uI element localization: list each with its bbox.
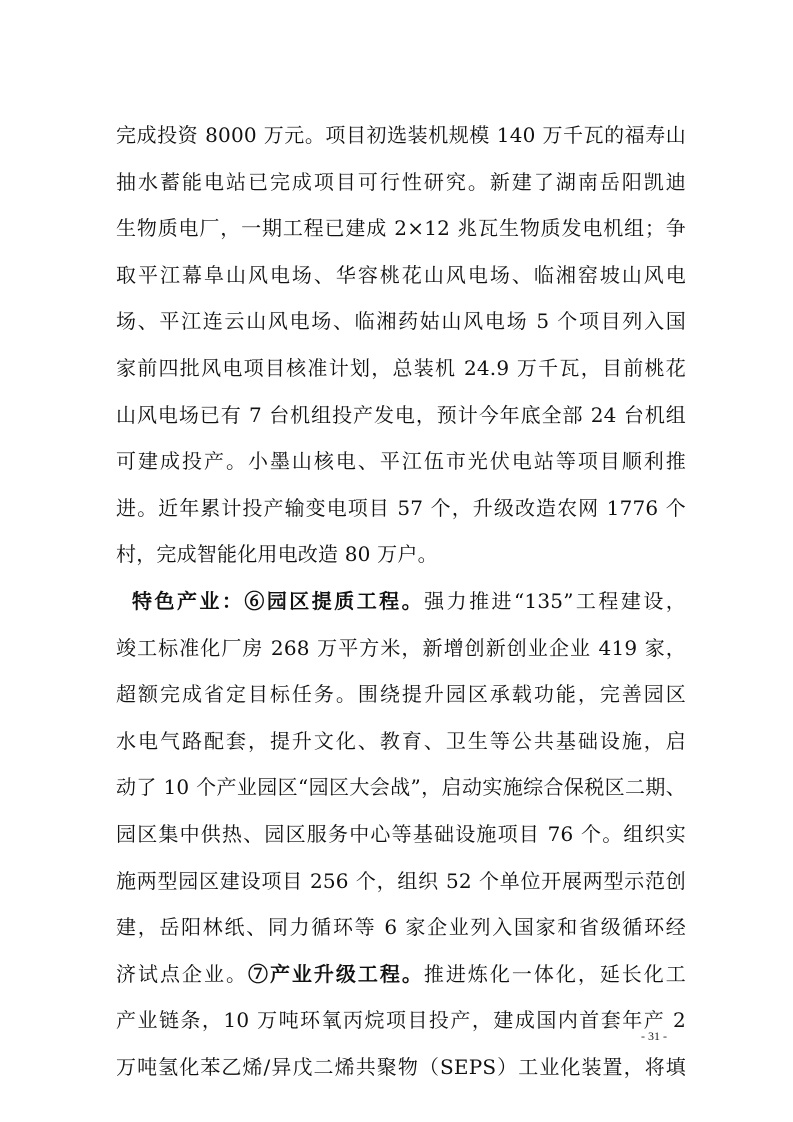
text-line: 园区集中供热、园区服务中心等基础设施项目 76 个。组织实 [116,821,686,846]
text-line: 进。近年累计投产输变电项目 57 个，升级改造农网 1776 个 [116,495,686,520]
paragraph-heading-line [116,578,686,625]
text-run: 强力推进“135”工程建设， [424,588,686,613]
text-line: 完成投资 8000 万元。项目初选装机规模 140 万千瓦的福寿山 [116,123,686,147]
section-heading: 特色产业：⑥园区提质工程。 [132,588,425,613]
text-line: 村，完成智能化用电改造 80 万户。 [116,542,438,567]
text-line: 产业链条，10 万吨环氧丙烷项目投产，建成国内首套年产 2 [116,1008,686,1033]
text-line: 家前四批风电项目核准计划，总装机 24.9 万千瓦，目前桃花 [116,355,686,380]
text-run: 济试点企业。 [116,961,248,986]
text-run: 推进炼化一体化，延长化工 [423,961,686,986]
text-line: 施两型园区建设项目 256 个，组织 52 个单位开展两型示范创 [116,868,686,893]
text-line: 场、平江连云山风电场、临湘药姑山风电场 5 个项目列入国 [116,309,686,334]
section-heading: ⑦产业升级工程。 [247,961,424,986]
text-line: 动了 10 个产业园区“园区大会战”，启动实施综合保税区二期、 [116,775,686,800]
text-line: 水电气路配套，提升文化、教育、卫生等公共基础设施，启 [116,728,686,753]
body-text [116,112,686,1090]
text-line: 建，岳阳林纸、同力循环等 6 家企业列入国家和省级循环经 [116,915,686,940]
page-number: - 31 - [641,1029,667,1043]
text-line: 抽水蓄能电站已完成项目可行性研究。新建了湖南岳阳凯迪 [116,169,686,194]
text-line: 万吨氢化苯乙烯/异戊二烯共聚物（SEPS）工业化装置，将填 [116,1054,686,1079]
text-line: 超额完成省定目标任务。围绕提升园区承载功能，完善园区 [116,682,686,707]
text-line-with-heading [116,951,686,998]
text-line: 山风电场已有 7 台机组投产发电，预计今年底全部 24 台机组 [116,402,686,427]
text-line: 取平江幕阜山风电场、华容桃花山风电场、临湘窑坡山风电 [116,262,686,287]
text-line: 生物质电厂，一期工程已建成 2×12 兆瓦生物质发电机组；争 [116,216,686,241]
text-line: 竣工标准化厂房 268 万平方米，新增创新创业企业 419 家， [116,635,686,660]
text-line: 可建成投产。小墨山核电、平江伍市光伏电站等项目顺利推 [116,449,686,474]
